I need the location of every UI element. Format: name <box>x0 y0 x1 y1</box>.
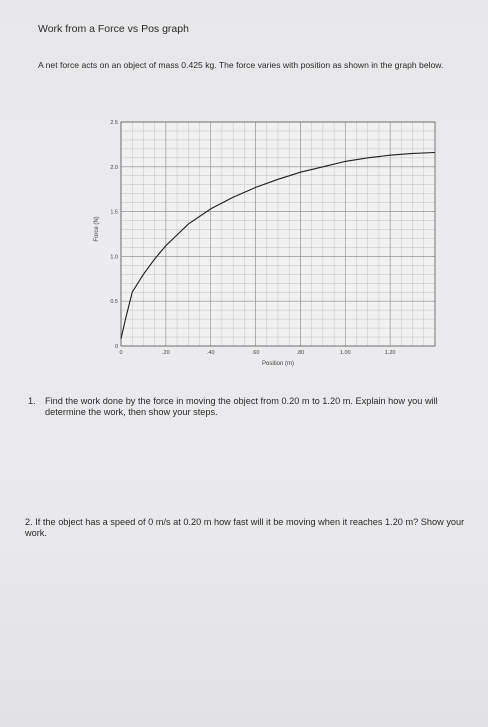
x-tick-label: .80 <box>296 350 305 356</box>
y-tick-labels <box>110 120 118 350</box>
question-2: 2. If the object has a speed of 0 m/s at 0.20 m how fast will it be moving when it reaches 1.20 m? Show your work. <box>25 517 465 538</box>
x-tick-label: .40 <box>206 350 215 356</box>
problem-statement: A net force acts on an object of mass 0.425 kg. The force varies with position as shown in the graph below. <box>38 60 444 70</box>
y-tick-label: 1.5 <box>110 209 118 216</box>
question-1-text: Find the work done by the force in moving the object from 0.20 m to 1.20 m. Explain how you will determine the work, then show your steps. <box>45 396 438 417</box>
question-1-number: 1. <box>28 396 36 406</box>
y-tick-label: 2.0 <box>110 164 118 171</box>
x-tick-label: 1.20 <box>384 350 396 356</box>
y-tick-label: 1.0 <box>110 254 118 261</box>
x-tick-label: 1.00 <box>339 350 351 356</box>
x-axis-label: Position (m) <box>261 361 295 367</box>
x-tick-label: 0 <box>119 350 123 356</box>
y-axis-label: Force (N) <box>94 216 100 242</box>
page-title: Work from a Force vs Pos graph <box>38 23 189 35</box>
y-tick-label: 0 <box>114 344 118 350</box>
x-tick-label: .20 <box>162 350 170 356</box>
y-tick-label: 0.5 <box>110 299 118 306</box>
x-tick-label: .60 <box>251 350 260 356</box>
x-tick-labels <box>119 350 395 356</box>
y-tick-label: 2.5 <box>110 120 118 126</box>
